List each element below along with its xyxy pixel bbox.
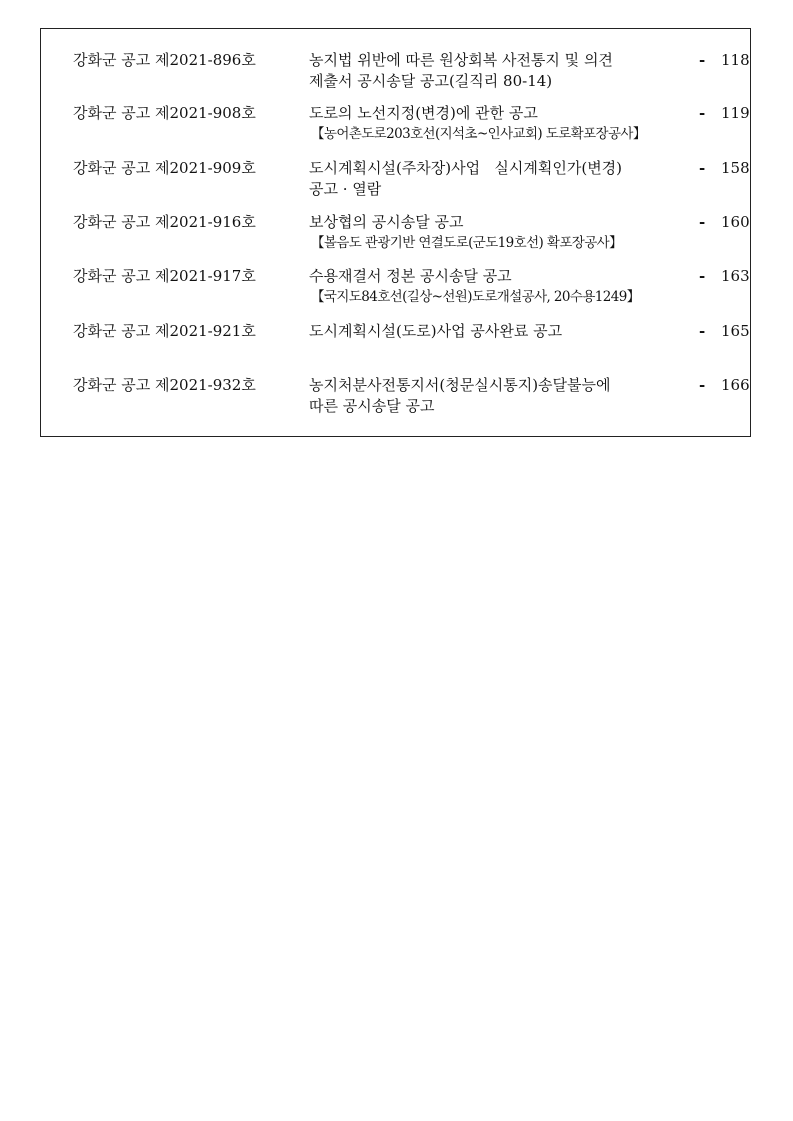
page-number: 118 (721, 51, 750, 69)
notice-title (309, 212, 694, 254)
title-line: 공고 · 열람 (309, 180, 382, 198)
title-line: 제출서 공시송달 공고(길직리 80-14) (309, 72, 553, 90)
notice-subtitle: 【국지도84호선(길상~선원)도로개설공사, 20수용1249】 (311, 289, 640, 305)
page-dash: - (699, 213, 706, 231)
title-line: 따른 공시송달 공고 (309, 397, 435, 415)
page-number: 119 (721, 104, 750, 122)
title-line: 도로의 노선지정(변경)에 관한 공고 (309, 104, 538, 122)
notice-subtitle: 【볼음도 관광기반 연결도로(군도19호선) 확포장공사】 (311, 235, 623, 251)
notice-number: 강화군 공고 제2021-896호 (73, 51, 256, 69)
notice-number: 강화군 공고 제2021-921호 (73, 322, 256, 340)
notice-number: 강화군 공고 제2021-908호 (73, 104, 256, 122)
notice-number: 강화군 공고 제2021-932호 (73, 376, 256, 394)
page-number: 163 (721, 267, 750, 285)
page-dash: - (699, 159, 706, 177)
notice-title (309, 158, 694, 200)
title-line: 수용재결서 정본 공시송달 공고 (309, 267, 512, 285)
title-line: 도시계획시설(도로)사업 공사완료 공고 (309, 322, 563, 340)
notice-number: 강화군 공고 제2021-917호 (73, 267, 256, 285)
page-dash: - (699, 104, 706, 122)
notice-index-table (40, 28, 751, 437)
page-dash: - (699, 322, 706, 340)
page-dash: - (699, 51, 706, 69)
title-line: 농지처분사전통지서(청문실시통지)송달불능에 (309, 376, 611, 394)
page-number: 165 (721, 322, 750, 340)
title-line: 도시계획시설(주차장)사업 실시계획인가(변경) (309, 159, 623, 177)
page-number: 158 (721, 159, 750, 177)
notice-subtitle: 【농어촌도로203호선(지석초~인사교회) 도로확포장공사】 (311, 126, 646, 142)
title-line: 보상협의 공시송달 공고 (309, 213, 464, 231)
notice-title (309, 50, 694, 92)
notice-title (309, 103, 694, 145)
notice-title (309, 321, 694, 342)
page-dash: - (699, 267, 706, 285)
notice-number: 강화군 공고 제2021-909호 (73, 159, 256, 177)
notice-number: 강화군 공고 제2021-916호 (73, 213, 256, 231)
page-number: 166 (721, 376, 750, 394)
notice-title (309, 375, 694, 417)
page-number: 160 (721, 213, 750, 231)
notice-title (309, 266, 694, 308)
title-line: 농지법 위반에 따른 원상회복 사전통지 및 의견 (309, 51, 613, 69)
page-dash: - (699, 376, 706, 394)
